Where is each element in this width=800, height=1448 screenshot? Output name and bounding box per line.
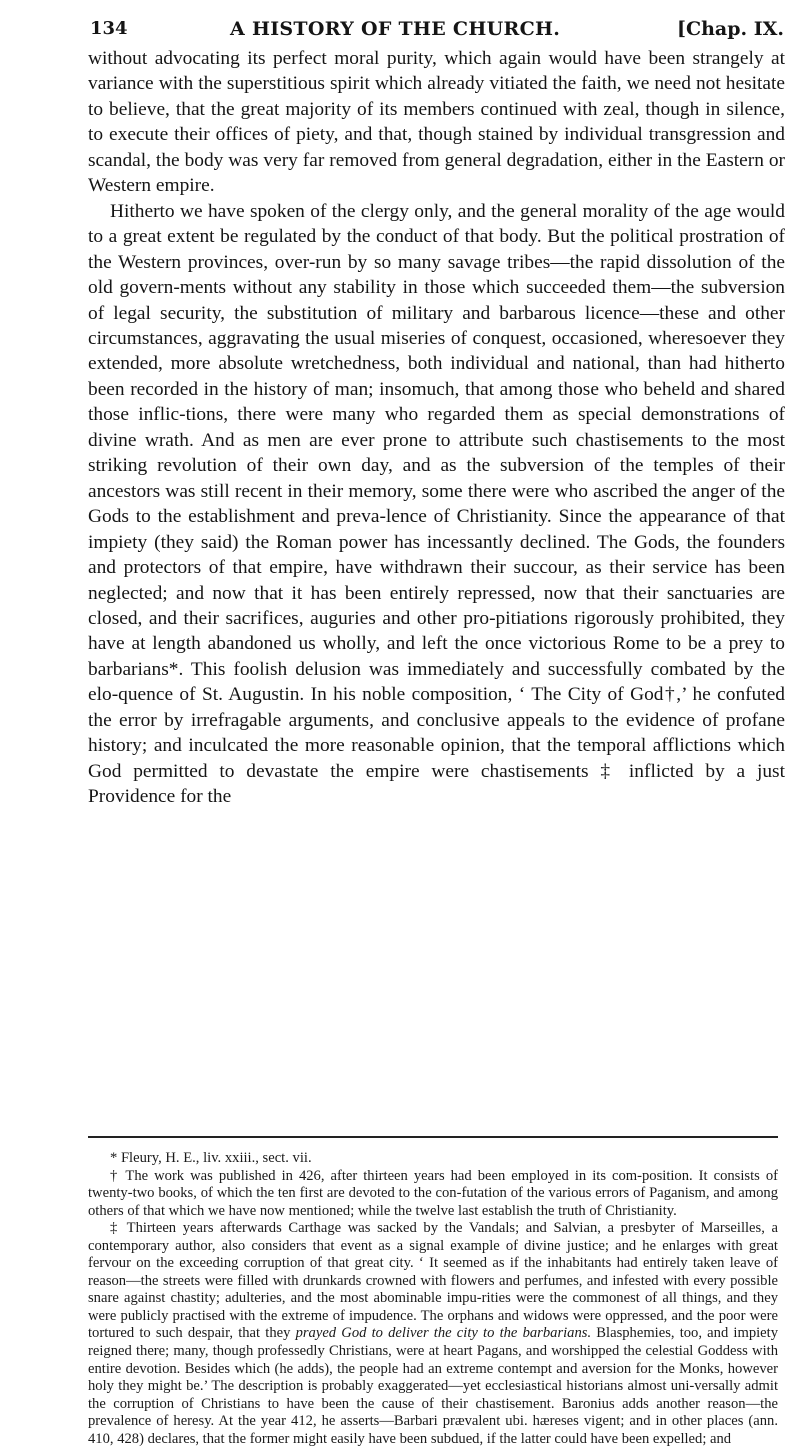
page-number: 134 xyxy=(90,18,128,39)
running-title: A HISTORY OF THE CHURCH. xyxy=(230,18,561,40)
footnote-3-text-a: ‡ Thirteen years afterwards Carthage was sacked by the Vandals; and Salvian, a presbyter of Marseilles, a contemporary author, also considers that event as a signal example of divine justice; and he enlarges with great fervour on the exceeding corruption of that great city. ‘ It seemed as if the inhabitants had entirely taken leave of reason—the streets were filled with drunkards crowned with flowers and perfumes, and infested with every possible snare against chastity; adulteries, and the most abominable impu-rities were the commonest of all things, and they were publicly practised with the extreme of impudence. The orphans and widows were oppressed, and the poor were tortured to such despair, that they xyxy=(88,1220,778,1342)
chapter-label: [Chap. IX. xyxy=(677,18,784,40)
footnotes xyxy=(88,1150,778,1448)
footnote-rule xyxy=(88,1136,778,1138)
paragraph-continued: without advocating its perfect moral purity, which again would have been strangely at variance with the superstitious spirit which already vitiated the faith, we need not hesitate to believe, that the great majority of its members continued with zeal, though in silence, to execute their offices of piety, and that, though stained by individual transgression and scandal, the body was very far removed from general degradation, either in the Eastern or Western empire. xyxy=(88,48,785,197)
footnote-3 xyxy=(88,1220,778,1448)
footnote-1: * Fleury, H. E., liv. xxiii., sect. vii. xyxy=(110,1150,312,1166)
paragraph: Hitherto we have spoken of the clergy only, and the general morality of the age would to a great extent be regulated by the conduct of that body. But the political prostration of the Western provinces, over-run by so many savage tribes—the rapid dissolution of the old govern-ments without any stability in those which succeeded them—the subversion of legal security, the substitution of military and barbarous licence—these and other circumstances, aggravating the usual miseries of conquest, occasioned, wheresoever they extended, more absolute wretchedness, both individual and national, than had hitherto been recorded in the history of man; insomuch, that among those who beheld and shared those inflic-tions, there were many who regarded them as special demonstrations of divine wrath. And as men are ever prone to attribute such chastisements to the most striking revolution of their own day, and as the subversion of the temples of their ancestors was still recent in their memory, some there were who ascribed the anger of the Gods to the establishment and preva-lence of Christianity. Since the appearance of that impiety (they said) the Roman power has incessantly declined. The Gods, the founders and protectors of that empire, have withdrawn their succour, as their service has been neglected; and now that it has been entirely repressed, now that their sanctuaries are closed, and their sacrifices, auguries and other pro-pitiations rigorously prohibited, they have at length abandoned us wholly, and left the once victorious Rome to be a prey to barbarians*. This foolish delusion was immediately and successfully combated by the elo-quence of St. Augustin. In his noble composition, ‘ The City of God†,’ he confuted the error by irrefragable arguments, and conclusive appeals to the evidence of profane history; and inculcated the more reasonable opinion, that the temporal afflictions which God permitted to devastate the empire were chastisements ‡ inflicted by a just Providence for the xyxy=(88,200,785,808)
main-text xyxy=(88,46,785,810)
footnote-3-text-b: Blasphemies, too, and impiety reigned there; many, though professedly Christians, were at heart Pagans, and worshipped the celestial Goddess with entire devotion. Besides which (he adds), the people had an extreme contempt and aversion for the Monks, however holy they might be.’ The description is probably exaggerated—yet ecclesiastical historians almost uni-versally admit the corruption of Christians to have been the cause of their chastisement. Baronius adds another reason—the prevalence of heresy. At the year 412, he asserts—Barbari prævalent ubi. hæreses vigent; and in other places (ann. 410, 428) declares, that the former might easily have been subdued, if the latter could have been expelled; and xyxy=(88,1325,779,1447)
footnote-2: † The work was published in 426, after thirteen years had been employed in its com-position. It consists of twenty-two books, of which the ten first are devoted to the con-futation of the various errors of Paganism, and among others of that which we have now mentioned; while the twelve last establish the truth of Christianity. xyxy=(88,1167,778,1219)
footnote-3-italic: prayed God to deliver the city to the barbarians. xyxy=(295,1325,592,1342)
running-head xyxy=(90,8,784,42)
